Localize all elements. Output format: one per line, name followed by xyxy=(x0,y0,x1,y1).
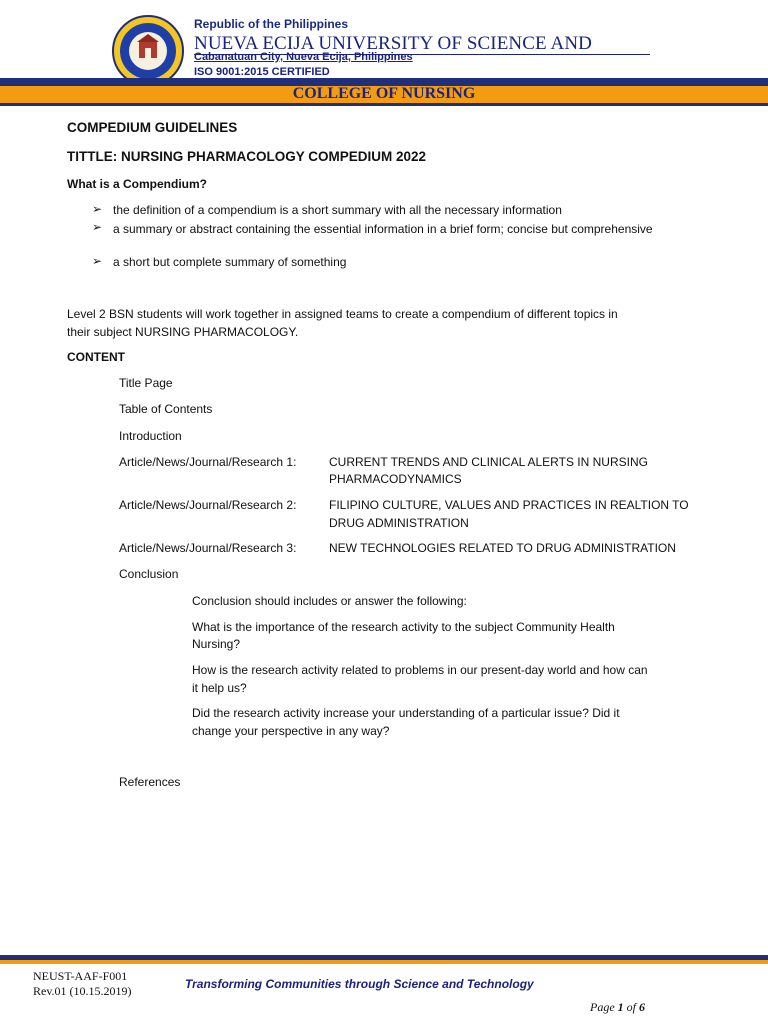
article-2-title-cont: DRUG ADMINISTRATION xyxy=(329,516,469,530)
content-item-conclusion: Conclusion xyxy=(119,567,179,581)
page-current: 1 xyxy=(617,1000,624,1014)
page-number xyxy=(590,1000,645,1015)
footer-tagline: Transforming Communities through Science and Technology xyxy=(185,977,534,991)
intro-line-2: their subject NURSING PHARMACOLOGY. xyxy=(67,325,299,339)
page-total: 6 xyxy=(639,1000,645,1014)
heading-guidelines: COMPEDIUM GUIDELINES xyxy=(67,120,238,135)
content-item-title-page: Title Page xyxy=(119,376,173,390)
conclusion-q3-cont: change your perspective in any way? xyxy=(192,724,390,738)
conclusion-intro: Conclusion should includes or answer the following: xyxy=(192,594,467,608)
heading-title: TITTLE: NURSING PHARMACOLOGY COMPEDIUM 2022 xyxy=(67,149,427,164)
article-3-label: Article/News/Journal/Research 3: xyxy=(119,541,297,555)
form-code-number: NEUST-AAF-F001 xyxy=(33,969,128,983)
conclusion-q2: How is the research activity related to problems in our present-day world and how can xyxy=(192,663,648,677)
bullet-arrow-icon: ➢ xyxy=(92,202,103,216)
university-address: Cabanatuan City, Nueva Ecija, Philippines xyxy=(194,51,413,63)
form-code xyxy=(33,969,132,999)
content-item-toc: Table of Contents xyxy=(119,402,213,416)
college-title: COLLEGE OF NURSING xyxy=(292,85,476,102)
form-revision: Rev.01 (10.15.2019) xyxy=(33,984,132,998)
article-2-label: Article/News/Journal/Research 2: xyxy=(119,498,297,512)
bullet-item: a summary or abstract containing the essential information in a brief form; concise but comprehensive xyxy=(113,222,653,236)
conclusion-q1-cont: Nursing? xyxy=(192,637,241,651)
footer-band-orange xyxy=(0,960,768,964)
article-1-title-cont: PHARMACODYNAMICS xyxy=(329,472,462,486)
bullet-item: a short but complete summary of something xyxy=(113,255,347,269)
bullet-arrow-icon: ➢ xyxy=(92,254,103,268)
content-item-introduction: Introduction xyxy=(119,429,182,443)
question-heading: What is a Compendium? xyxy=(67,177,208,191)
bullet-arrow-icon: ➢ xyxy=(92,220,103,234)
page-of: of xyxy=(623,1000,639,1014)
article-1-title: CURRENT TRENDS AND CLINICAL ALERTS IN NURSING xyxy=(329,455,648,469)
republic-label: Republic of the Philippines xyxy=(194,17,349,31)
conclusion-q3: Did the research activity increase your understanding of a particular issue? Did it xyxy=(192,706,620,720)
article-3-title: NEW TECHNOLOGIES RELATED TO DRUG ADMINISTRATION xyxy=(329,541,676,555)
header-band-navy-bottom xyxy=(0,103,768,106)
iso-certification: ISO 9001:2015 CERTIFIED xyxy=(194,66,330,78)
conclusion-q1: What is the importance of the research activity to the subject Community Health xyxy=(192,620,615,634)
intro-line-1: Level 2 BSN students will work together in assigned teams to create a compendium of different topics in xyxy=(67,307,618,321)
university-name: NUEVA ECIJA UNIVERSITY OF SCIENCE AND xyxy=(194,33,592,54)
article-1-label: Article/News/Journal/Research 1: xyxy=(119,455,297,469)
conclusion-q2-cont: it help us? xyxy=(192,681,247,695)
bullet-item: the definition of a compendium is a short summary with all the necessary information xyxy=(113,203,562,217)
content-item-references: References xyxy=(119,775,181,789)
page-prefix: Page xyxy=(590,1000,618,1014)
university-seal-logo xyxy=(104,14,192,88)
article-2-title: FILIPINO CULTURE, VALUES AND PRACTICES IN REALTION TO xyxy=(329,498,689,512)
content-heading: CONTENT xyxy=(67,350,125,364)
